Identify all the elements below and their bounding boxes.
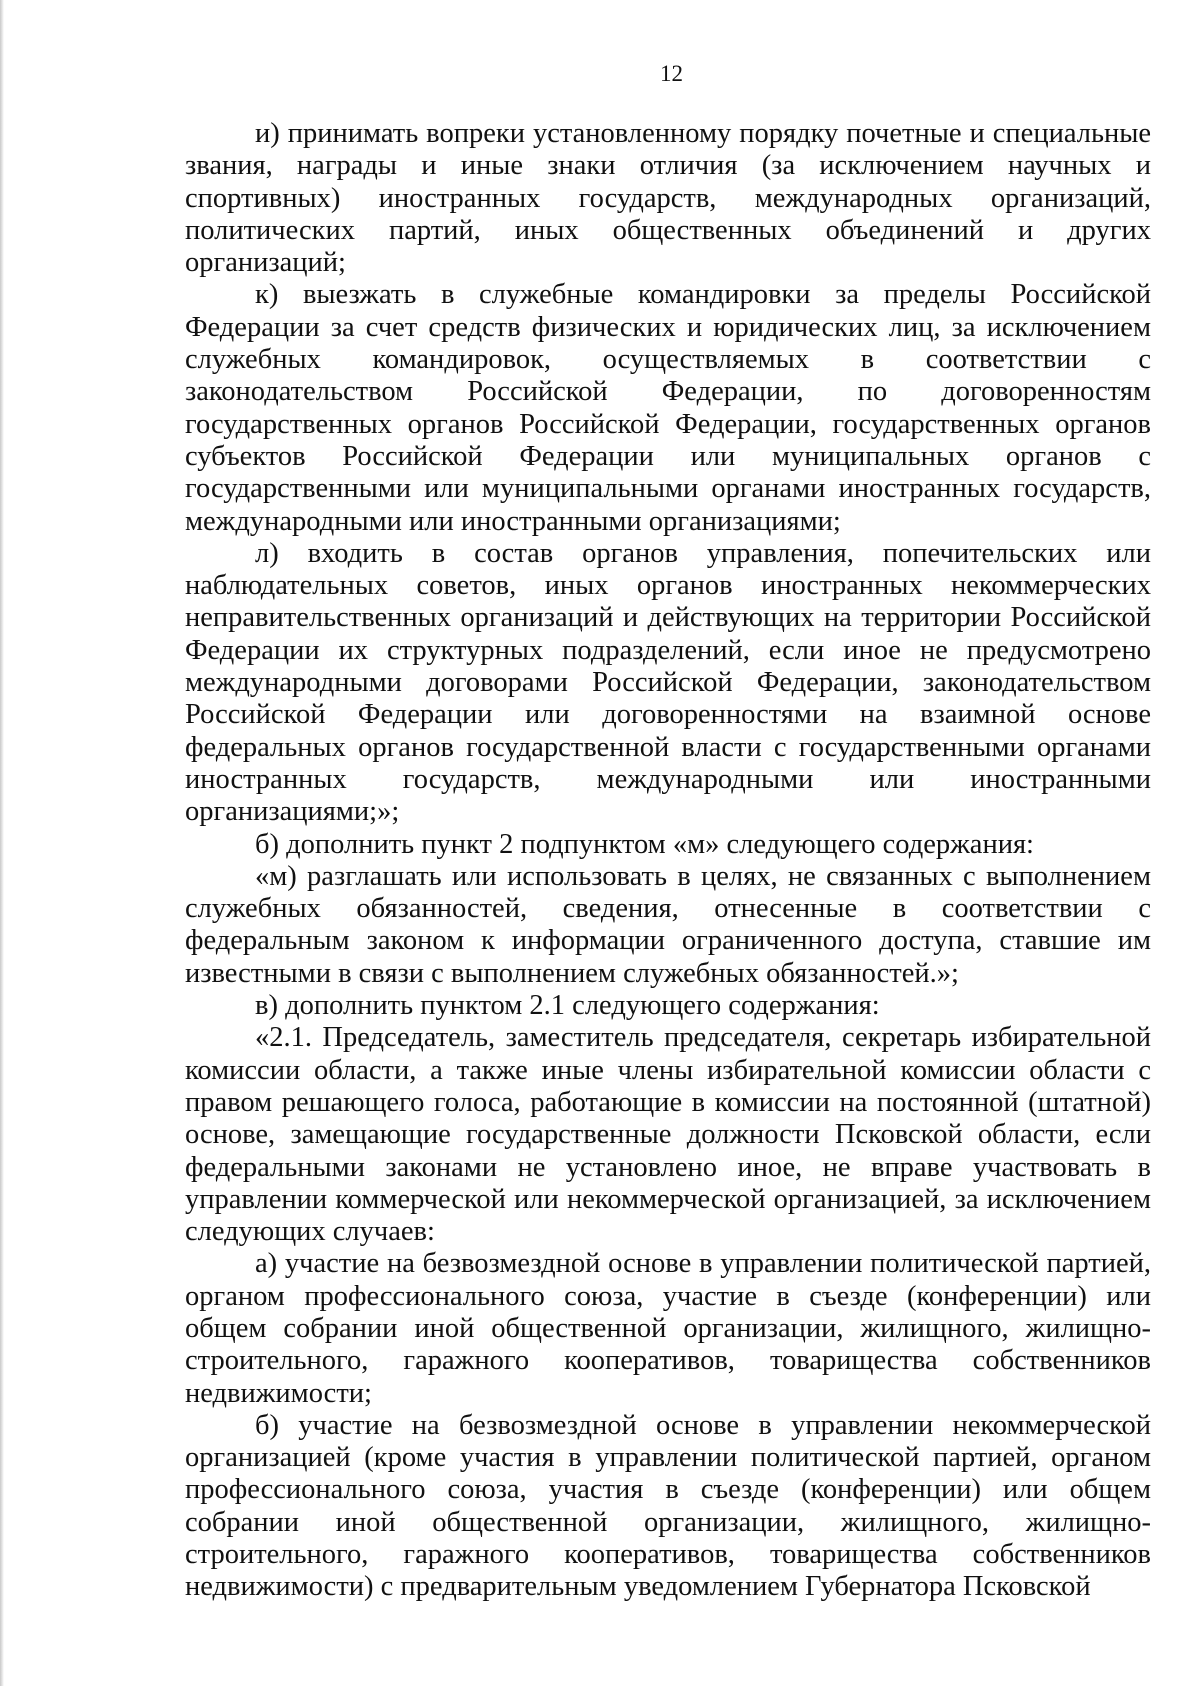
paragraph-b-case: б) участие на безвозмездной основе в управлении некоммерческой организацией (кроме участия в управлении политической партией, органом профессионального союза, участия в съезде (конференции) или общем собрании иной общественной организации, жилищного, жилищно-строительного, гаражного кооперативов, товарищества собственников недвижимости) с предварительным уведомлением Губернатора Псковской — [185, 1409, 1151, 1603]
page-number: 12 — [660, 61, 683, 86]
paragraph-m: «м) разглашать или использовать в целях, не связанных с выполнением служебных обязанностей, сведения, отнесенные в соответствии с федеральным законом к информации ограниченного доступа, ставшие им известными в связи с выполнением служебных обязанностей.»; — [185, 860, 1151, 989]
paragraph-2-1: «2.1. Председатель, заместитель председателя, секретарь избирательной комиссии области, а также иные члены избирательной комиссии области с правом решающего голоса, работающие в комиссии на постоянной (штатной) основе, замещающие государственные должности Псковской области, если федеральными законами не установлено иное, не вправе участвовать в управлении коммерческой или некоммерческой организацией, за исключением следующих случаев: — [185, 1022, 1151, 1248]
scan-edge-decoration — [0, 0, 4, 1686]
document-body — [185, 118, 1151, 1604]
paragraph-v-amend: в) дополнить пунктом 2.1 следующего содержания: — [255, 990, 880, 1022]
paragraph-l: л) входить в состав органов управления, попечительских или наблюдательных советов, иных органов иностранных некоммерческих неправительственных организаций и действующих на территории Российской Федерации их структурных подразделений, если иное не предусмотрено международными договорами Российской Федерации, законодательством Российской Федерации или договоренностями на взаимной основе федеральных органов государственной власти с государственными органами иностранных государств, международными или иностранными организациями;»; — [185, 537, 1151, 828]
paragraph-i: и) принимать вопреки установленному порядку почетные и специальные звания, награды и иные знаки отличия (за исключением научных и спортивных) иностранных государств, международных организаций, политических партий, иных общественных объединений и других организаций; — [185, 118, 1151, 279]
paragraph-k: к) выезжать в служебные командировки за пределы Российской Федерации за счет средств физических и юридических лиц, за исключением служебных командировок, осуществляемых в соответствии с законодательством Российской Федерации, по договоренностям государственных органов Российской Федерации, государственных органов субъектов Российской Федерации или муниципальных органов с государственными или муниципальными органами иностранных государств, международными или иностранными организациями; — [185, 279, 1151, 537]
paragraph-a-case: а) участие на безвозмездной основе в управлении политической партией, органом профессионального союза, участие в съезде (конференции) или общем собрании иной общественной организации, жилищного, жилищно-строительного, гаражного кооперативов, товарищества собственников недвижимости; — [185, 1248, 1151, 1409]
paragraph-b-amend: б) дополнить пункт 2 подпунктом «м» следующего содержания: — [255, 828, 1034, 860]
